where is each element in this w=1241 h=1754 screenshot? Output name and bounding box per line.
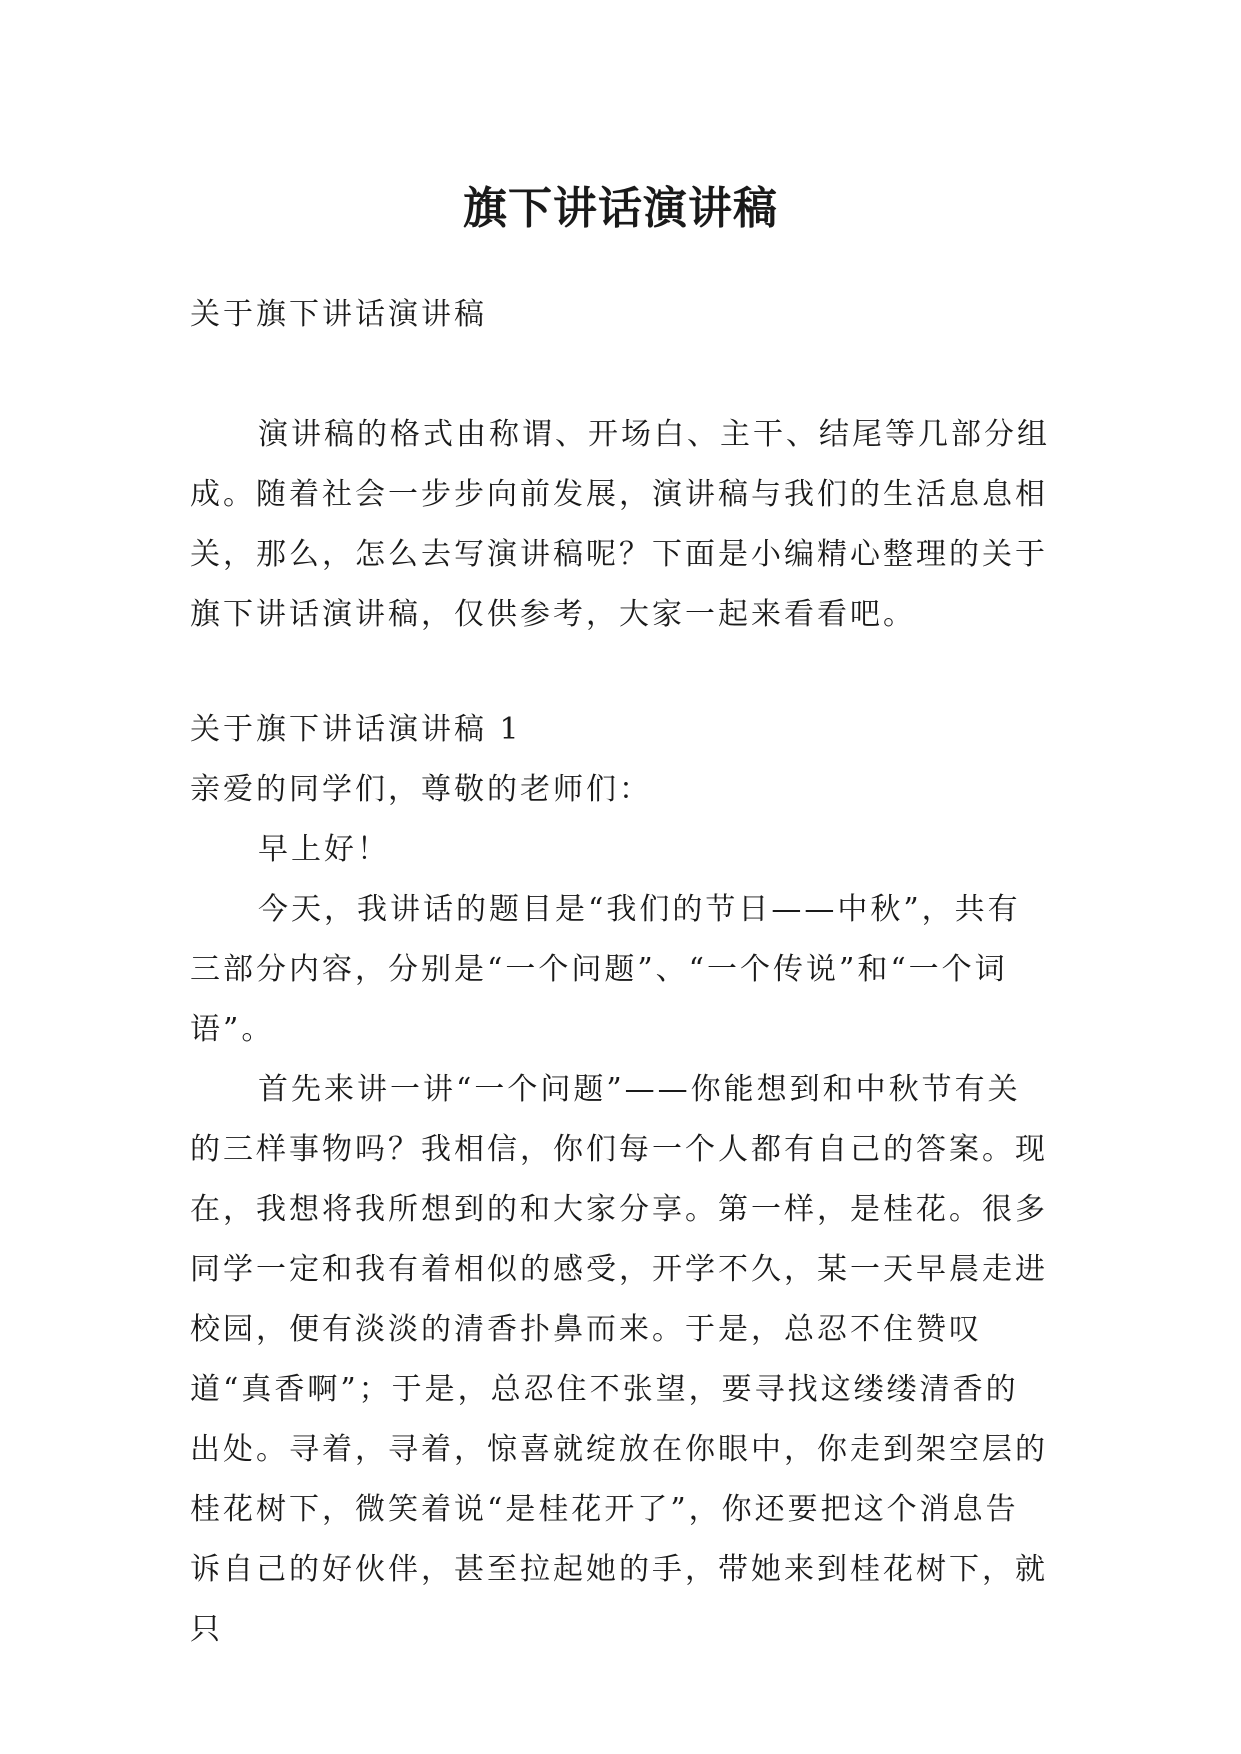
document-subtitle: 关于旗下讲话演讲稿 (190, 297, 487, 332)
greeting-line: 早上好！ (258, 832, 390, 867)
section-heading: 关于旗下讲话演讲稿 1 (190, 712, 522, 747)
intro-paragraph: 演讲稿的格式由称谓、开场白、主干、结尾等几部分组成。随着社会一步步向前发展，演讲稿与我们的生活息息相关，那么，怎么去写演讲稿呢？下面是小编精心整理的关于旗下讲话演讲稿，仅供参考，大家一起来看看吧。 (190, 417, 1050, 632)
body-paragraph: 今天，我讲话的题目是“我们的节日——中秋”，共有三部分内容，分别是“一个问题”、“一个传说”和“一个词语”。 (190, 892, 1021, 1047)
salutation-line: 亲爱的同学们，尊敬的老师们： (190, 772, 652, 807)
document-title: 旗下讲话演讲稿 (463, 183, 778, 235)
body-paragraph: 首先来讲一讲“一个问题”——你能想到和中秋节有关的三样事物吗？我相信，你们每一个人都有自己的答案。现在，我想将我所想到的和大家分享。第一样，是桂花。很多同学一定和我有着相似的感受，开学不久，某一天早晨走进校园，便有淡淡的清香扑鼻而来。于是，总忍不住赞叹道“真香啊”；于是，总忍住不张望，要寻找这缕缕清香的出处。寻着，寻着，惊喜就绽放在你眼中，你走到架空层的桂花树下，微笑着说“是桂花开了”，你还要把这个消息告诉自己的好伙伴，甚至拉起她的手，带她来到桂花树下，就只 (190, 1072, 1048, 1647)
